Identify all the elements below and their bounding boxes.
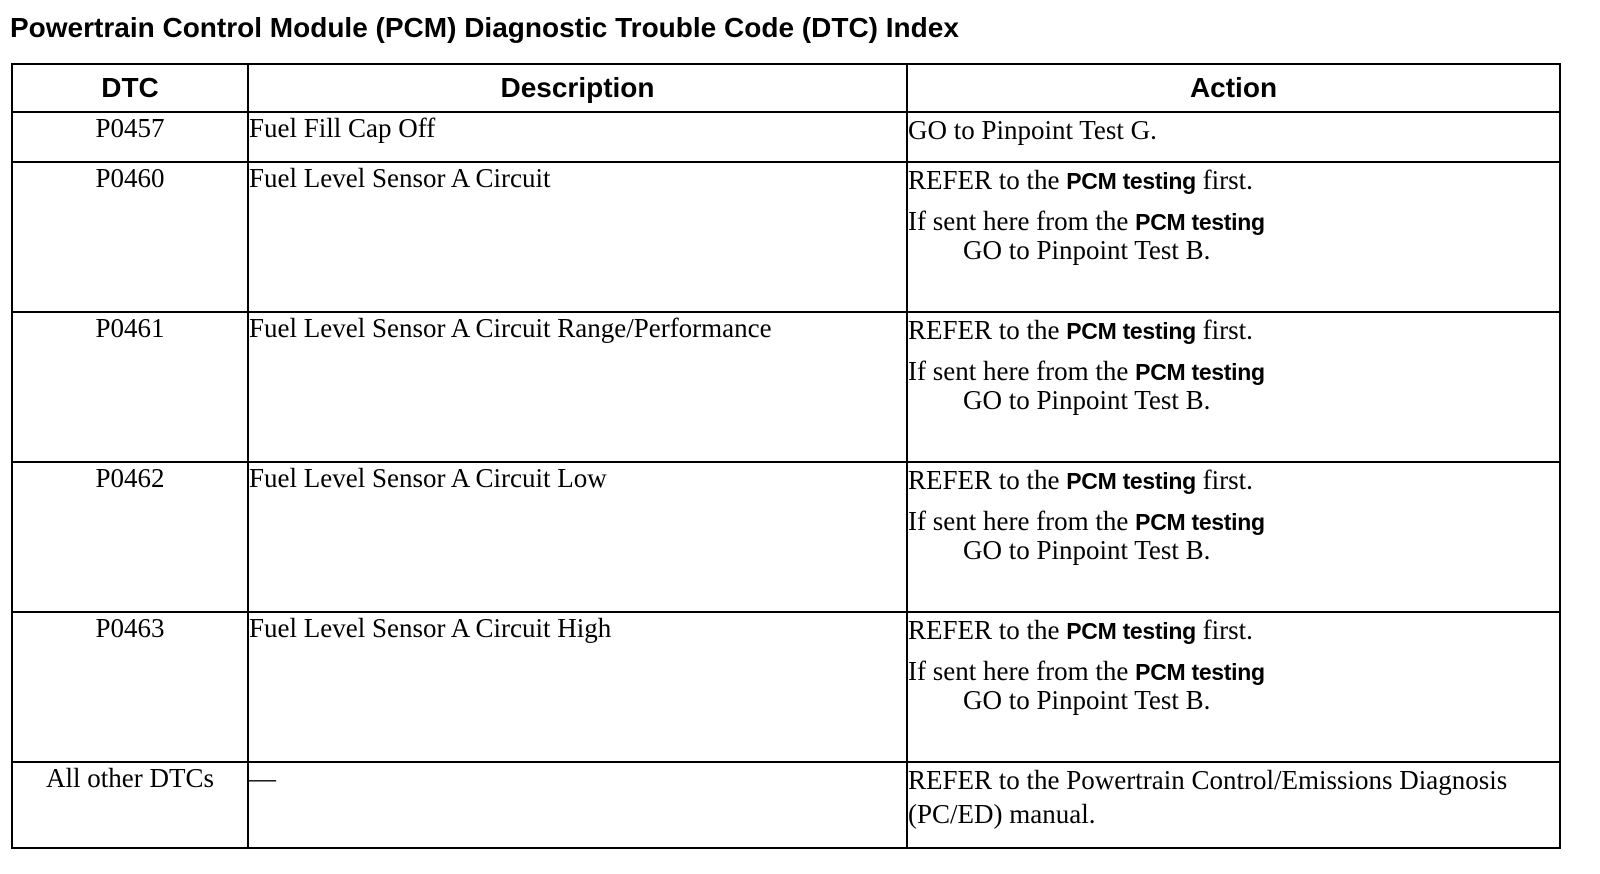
dtc-code: All other DTCs (12, 762, 248, 848)
dtc-code: P0462 (12, 462, 248, 612)
pcm-testing-link[interactable]: PCM testing (1135, 359, 1265, 385)
dtc-description: Fuel Level Sensor A Circuit (248, 162, 907, 312)
table-row (12, 112, 1560, 162)
pcm-testing-link[interactable]: PCM testing (1066, 168, 1196, 194)
refer-suffix: first. (1202, 615, 1253, 645)
table-row (12, 462, 1560, 612)
refer-line (908, 313, 1559, 348)
header-action: Action (907, 64, 1560, 112)
refer-suffix: first. (1202, 465, 1253, 495)
dtc-description: Fuel Fill Cap Off (248, 112, 907, 162)
dtc-index-table (11, 63, 1561, 849)
dtc-description: Fuel Level Sensor A Circuit Range/Performance (248, 312, 907, 462)
refer-text: REFER to the (908, 165, 1060, 195)
dtc-action (907, 162, 1560, 312)
go-line: GO to Pinpoint Test B. (963, 235, 1211, 265)
dtc-description: Fuel Level Sensor A Circuit High (248, 612, 907, 762)
table-row (12, 762, 1560, 848)
dtc-description: Fuel Level Sensor A Circuit Low (248, 462, 907, 612)
sent-text: If sent here from the (908, 356, 1129, 386)
refer-text: REFER to the (908, 465, 1060, 495)
dtc-code: P0460 (12, 162, 248, 312)
header-description: Description (248, 64, 907, 112)
dtc-action (907, 762, 1560, 848)
action-text: REFER to the Powertrain Control/Emissions Diagnosis (PC/ED) manual. (908, 765, 1508, 829)
refer-suffix: first. (1202, 315, 1253, 345)
dtc-code: P0461 (12, 312, 248, 462)
dtc-code: P0463 (12, 612, 248, 762)
header-dtc: DTC (12, 64, 248, 112)
go-line: GO to Pinpoint Test B. (963, 385, 1211, 415)
sent-text: If sent here from the (908, 506, 1129, 536)
dtc-code: P0457 (12, 112, 248, 162)
refer-suffix: first. (1202, 165, 1253, 195)
go-line: GO to Pinpoint Test B. (963, 685, 1211, 715)
pcm-testing-link[interactable]: PCM testing (1066, 468, 1196, 494)
sent-text: If sent here from the (908, 656, 1129, 686)
table-row (12, 312, 1560, 462)
refer-text: REFER to the (908, 315, 1060, 345)
dtc-action (907, 612, 1560, 762)
refer-line (908, 163, 1559, 198)
table-row (12, 162, 1560, 312)
refer-line (908, 463, 1559, 498)
pcm-testing-link[interactable]: PCM testing (1066, 618, 1196, 644)
table-header-row (12, 64, 1560, 112)
dtc-action: GO to Pinpoint Test G. (907, 112, 1560, 162)
table-row (12, 612, 1560, 762)
dtc-action (907, 312, 1560, 462)
dtc-description: — (248, 762, 907, 848)
page-title: Powertrain Control Module (PCM) Diagnostic Trouble Code (DTC) Index (10, 12, 959, 43)
pcm-testing-link[interactable]: PCM testing (1135, 209, 1265, 235)
refer-line (908, 613, 1559, 648)
sent-text: If sent here from the (908, 206, 1129, 236)
dtc-action (907, 462, 1560, 612)
pcm-testing-link[interactable]: PCM testing (1135, 509, 1265, 535)
go-line: GO to Pinpoint Test B. (963, 535, 1211, 565)
pcm-testing-link[interactable]: PCM testing (1135, 659, 1265, 685)
pcm-testing-link[interactable]: PCM testing (1066, 318, 1196, 344)
refer-text: REFER to the (908, 615, 1060, 645)
